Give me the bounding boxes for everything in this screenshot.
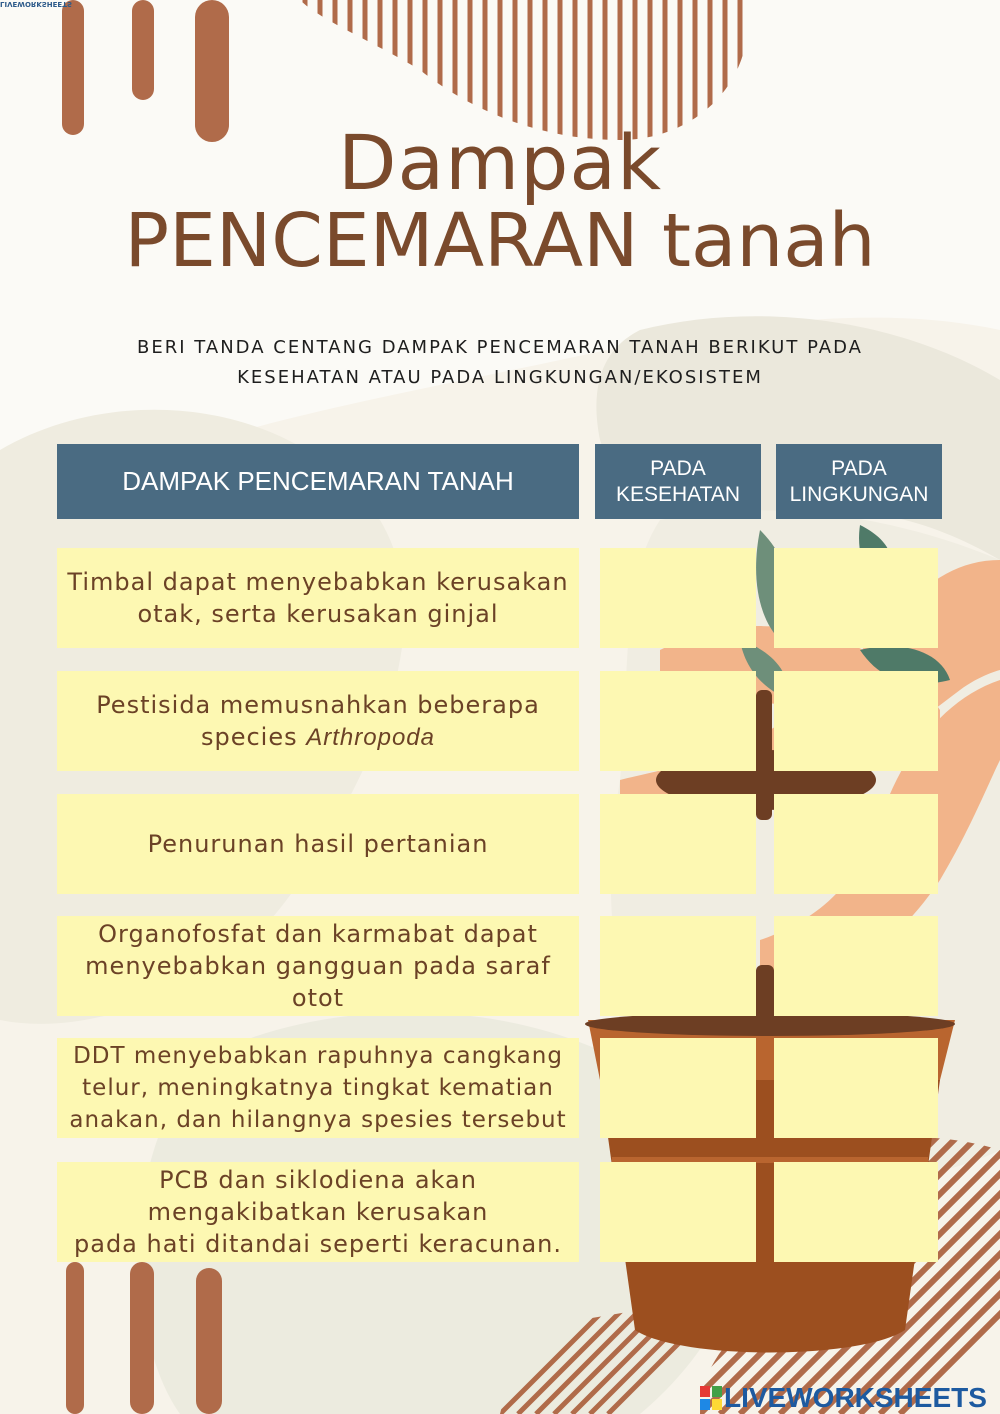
impact-row-2-line1: Pestisida memusnahkan beberapa (96, 690, 540, 719)
checkbox-row-6-health[interactable] (600, 1162, 756, 1262)
checkbox-row-5-environment[interactable] (774, 1038, 938, 1138)
impact-row-2-line2 (96, 721, 540, 754)
header-health-line1: PADA (650, 456, 706, 480)
impact-row-2 (57, 671, 579, 771)
checkbox-row-2-environment[interactable] (774, 671, 938, 771)
checkbox-row-4-health[interactable] (600, 916, 756, 1016)
instruction-line1: BERI TANDA CENTANG DAMPAK PENCEMARAN TANAH BERIKUT PADA (137, 337, 863, 358)
page-title-line2: PENCEMARAN tanah (124, 198, 876, 284)
checkbox-row-3-health[interactable] (600, 794, 756, 894)
impact-row-1-line1: Timbal dapat menyebabkan kerusakan (67, 568, 569, 596)
checkbox-row-2-health[interactable] (600, 671, 756, 771)
impact-row-2-italic: Arthropoda (306, 723, 435, 751)
impact-row-6-line3: pada hati ditandai seperti keracunan. (74, 1230, 562, 1258)
header-environment-line1: PADA (831, 456, 887, 480)
header-impact: DAMPAK PENCEMARAN TANAH (57, 444, 579, 519)
impact-row-6-line2: mengakibatkan kerusakan (147, 1198, 489, 1226)
impact-row-1-line2: otak, serta kerusakan ginjal (137, 600, 499, 628)
impact-row-4-line3: otot (291, 984, 345, 1012)
impact-row-4 (57, 916, 579, 1016)
impact-row-5-line2: telur, meningkatnya tingkat kematian (82, 1075, 554, 1101)
impact-row-2-line2-text: species (200, 722, 307, 751)
checkbox-row-3-environment[interactable] (774, 794, 938, 894)
impact-row-1 (57, 548, 579, 648)
checkbox-row-1-health[interactable] (600, 548, 756, 648)
checkbox-row-1-environment[interactable] (774, 548, 938, 648)
impact-row-6 (57, 1162, 579, 1262)
impact-row-6-line1: PCB dan siklodiena akan (159, 1166, 477, 1194)
impact-row-5-line3: anakan, dan hilangnya spesies tersebut (69, 1107, 567, 1133)
instruction-line2: KESEHATAN ATAU PADA LINGKUNGAN/EKOSISTEM (237, 367, 763, 388)
header-health (595, 444, 761, 519)
instruction-text (20, 333, 980, 393)
impact-row-3-line1: Penurunan hasil pertanian (147, 830, 489, 858)
top-watermark: LIVEWORKSHEETS (0, 0, 73, 8)
liveworksheets-logo-icon (700, 1386, 722, 1410)
impact-row-4-line1: Organofosfat dan karmabat dapat (98, 920, 538, 948)
liveworksheets-brand[interactable] (700, 1382, 987, 1414)
checkbox-row-5-health[interactable] (600, 1038, 756, 1138)
checkbox-row-6-environment[interactable] (774, 1162, 938, 1262)
liveworksheets-brand-text: LIVEWORKSHEETS (724, 1382, 987, 1413)
header-environment (776, 444, 942, 519)
impact-row-3 (57, 794, 579, 894)
header-environment-line2: LINGKUNGAN (789, 482, 929, 506)
impact-row-5 (57, 1038, 579, 1138)
impact-row-4-line2: menyebabkan gangguan pada saraf (85, 952, 551, 980)
header-health-line2: KESEHATAN (615, 482, 741, 506)
checkbox-row-4-environment[interactable] (774, 916, 938, 1016)
page-title-line1: Dampak (338, 118, 662, 207)
impact-row-5-line1: DDT menyebabkan rapuhnya cangkang (73, 1043, 563, 1069)
